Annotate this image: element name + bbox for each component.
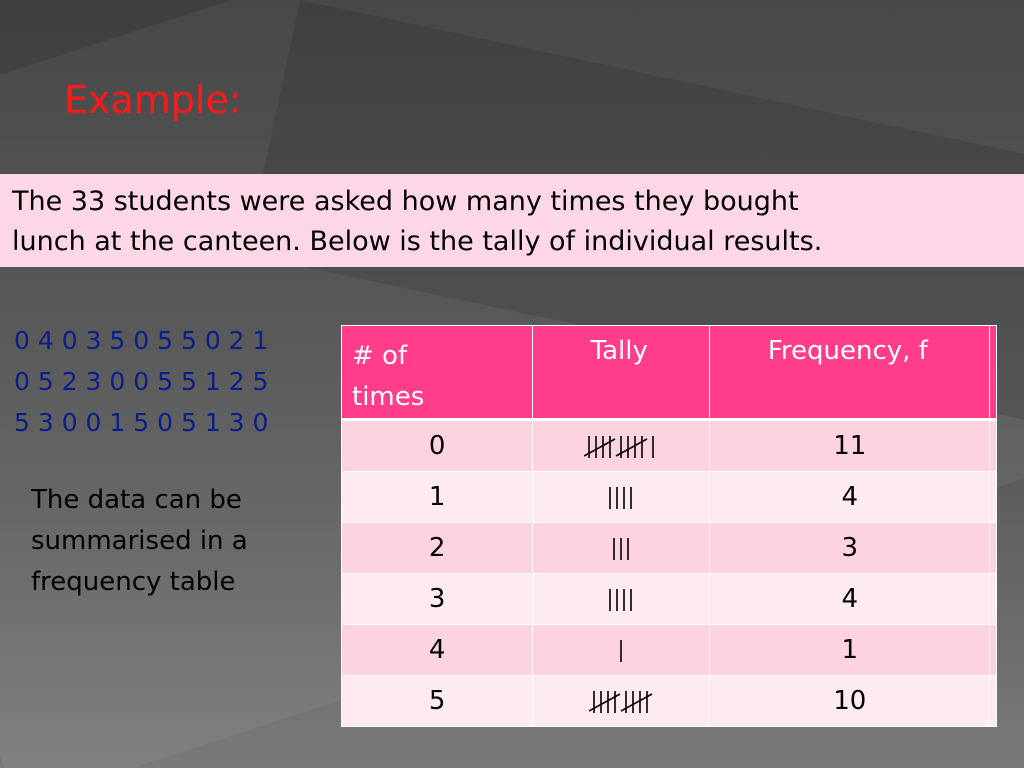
summary-note bbox=[31, 480, 248, 603]
table-row bbox=[342, 574, 997, 625]
cell-times: 0 bbox=[342, 420, 533, 472]
table-body bbox=[342, 420, 997, 727]
cell-tally bbox=[533, 676, 710, 727]
cell-times: 3 bbox=[342, 574, 533, 625]
cell-spacer bbox=[990, 472, 997, 523]
cell-times: 1 bbox=[342, 472, 533, 523]
cell-frequency: 10 bbox=[710, 676, 990, 727]
tally-svg bbox=[609, 535, 634, 563]
raw-data-row: 0 4 0 3 5 0 5 5 0 2 1 bbox=[14, 326, 269, 355]
tally-marks bbox=[609, 535, 634, 563]
tally-svg bbox=[605, 586, 637, 614]
tally-marks bbox=[605, 484, 637, 512]
problem-statement bbox=[0, 174, 1024, 267]
note-line-1: The data can be bbox=[31, 485, 242, 515]
table-row bbox=[342, 625, 997, 676]
tally-svg bbox=[584, 433, 659, 461]
problem-line-1: The 33 students were asked how many times they bought bbox=[12, 186, 799, 217]
header-times-line-1: # of bbox=[352, 341, 408, 371]
table-row bbox=[342, 523, 997, 574]
cell-times: 2 bbox=[342, 523, 533, 574]
cell-spacer bbox=[990, 676, 997, 727]
tally-svg bbox=[616, 637, 627, 665]
cell-tally bbox=[533, 420, 710, 472]
cell-tally bbox=[533, 574, 710, 625]
raw-data-row: 0 5 2 3 0 0 5 5 1 2 5 bbox=[14, 367, 269, 396]
cell-spacer bbox=[990, 574, 997, 625]
cell-tally bbox=[533, 625, 710, 676]
cell-frequency: 1 bbox=[710, 625, 990, 676]
cell-spacer bbox=[990, 625, 997, 676]
header-frequency: Frequency, f bbox=[710, 326, 990, 420]
table-header-row bbox=[342, 326, 997, 420]
table-row bbox=[342, 676, 997, 727]
frequency-table bbox=[341, 325, 997, 727]
header-tally: Tally bbox=[533, 326, 710, 420]
cell-tally bbox=[533, 472, 710, 523]
header-times-line-2: times bbox=[352, 382, 425, 412]
problem-line-2: lunch at the canteen. Below is the tally of individual results. bbox=[12, 226, 823, 257]
tally-marks bbox=[589, 688, 653, 716]
header-times bbox=[342, 326, 533, 420]
slide-title: Example: bbox=[64, 78, 242, 122]
cell-frequency: 3 bbox=[710, 523, 990, 574]
tally-marks bbox=[616, 637, 627, 665]
raw-data bbox=[14, 320, 268, 443]
cell-times: 4 bbox=[342, 625, 533, 676]
table-row bbox=[342, 472, 997, 523]
tally-svg bbox=[605, 484, 637, 512]
tally-marks bbox=[584, 433, 659, 461]
cell-times: 5 bbox=[342, 676, 533, 727]
tally-svg bbox=[589, 688, 653, 716]
cell-tally bbox=[533, 523, 710, 574]
note-line-3: frequency table bbox=[31, 567, 236, 597]
raw-data-row: 5 3 0 0 1 5 0 5 1 3 0 bbox=[14, 408, 269, 437]
tally-marks bbox=[605, 586, 637, 614]
header-spacer bbox=[990, 326, 997, 420]
cell-spacer bbox=[990, 420, 997, 472]
note-line-2: summarised in a bbox=[31, 526, 248, 556]
cell-spacer bbox=[990, 523, 997, 574]
cell-frequency: 11 bbox=[710, 420, 990, 472]
cell-frequency: 4 bbox=[710, 574, 990, 625]
table-row bbox=[342, 420, 997, 472]
cell-frequency: 4 bbox=[710, 472, 990, 523]
